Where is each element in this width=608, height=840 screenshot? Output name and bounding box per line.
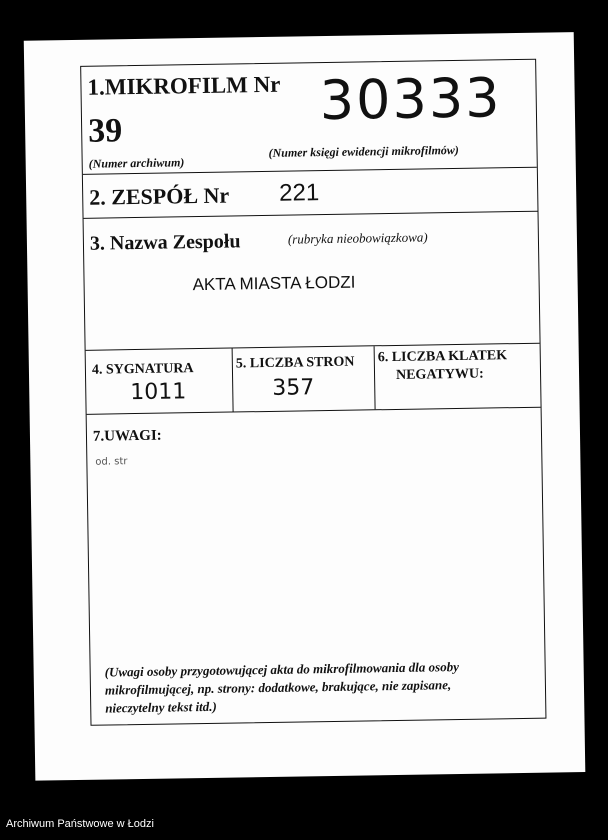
footer-bar [0,812,608,840]
nazwa-section [84,212,540,351]
liczba-klatek-label-2: NEGATYWU: [395,366,484,383]
zespol-label: 2. ZESPÓŁ Nr [89,182,230,210]
numbers-section [86,344,541,415]
archive-number: 39 [87,112,123,150]
ledger-hint: (Numer księgi ewidencji mikrofilmów) [268,142,459,160]
uwagi-note: od. str [95,456,128,468]
microfilm-card [24,32,586,781]
ledger-number: 30333 [319,66,503,133]
uwagi-instructions-1: (Uwagi osoby przygotowującej akta do mikrofilmowania dla osoby [104,659,460,680]
column-divider [374,346,376,409]
uwagi-instructions-3: nieczytelny tekst itd.) [105,698,217,716]
uwagi-instructions-2: mikrofilmującej, np. strony: dodatkowe, brakujące, nie zapisane, [104,677,452,698]
zespol-section [83,168,538,219]
microfilm-section [81,60,537,175]
nazwa-value: AKTA MIASTA ŁODZI [192,272,356,295]
zespol-value: 221 [278,179,320,207]
uwagi-section [87,408,546,725]
nazwa-hint: (rubryka nieobowiązkowa) [287,229,428,247]
liczba-klatek-label: 6. LICZBA KLATEK [377,348,508,366]
column-divider [232,349,234,412]
sygnatura-value: 1011 [130,379,187,406]
archive-hint: (Numer archiwum) [88,155,185,171]
nazwa-label: 3. Nazwa Zespołu [89,230,241,255]
liczba-stron-label: 5. LICZBA STRON [235,354,355,372]
microfilm-label: 1.MIKROFILM Nr [87,71,281,100]
uwagi-label: 7.UWAGI: [92,427,162,445]
footer-text: Archiwum Państwowe w Łodzi [6,818,154,830]
form-frame [80,59,546,726]
liczba-stron-value: 357 [272,375,315,401]
sygnatura-label: 4. SYGNATURA [91,361,194,378]
